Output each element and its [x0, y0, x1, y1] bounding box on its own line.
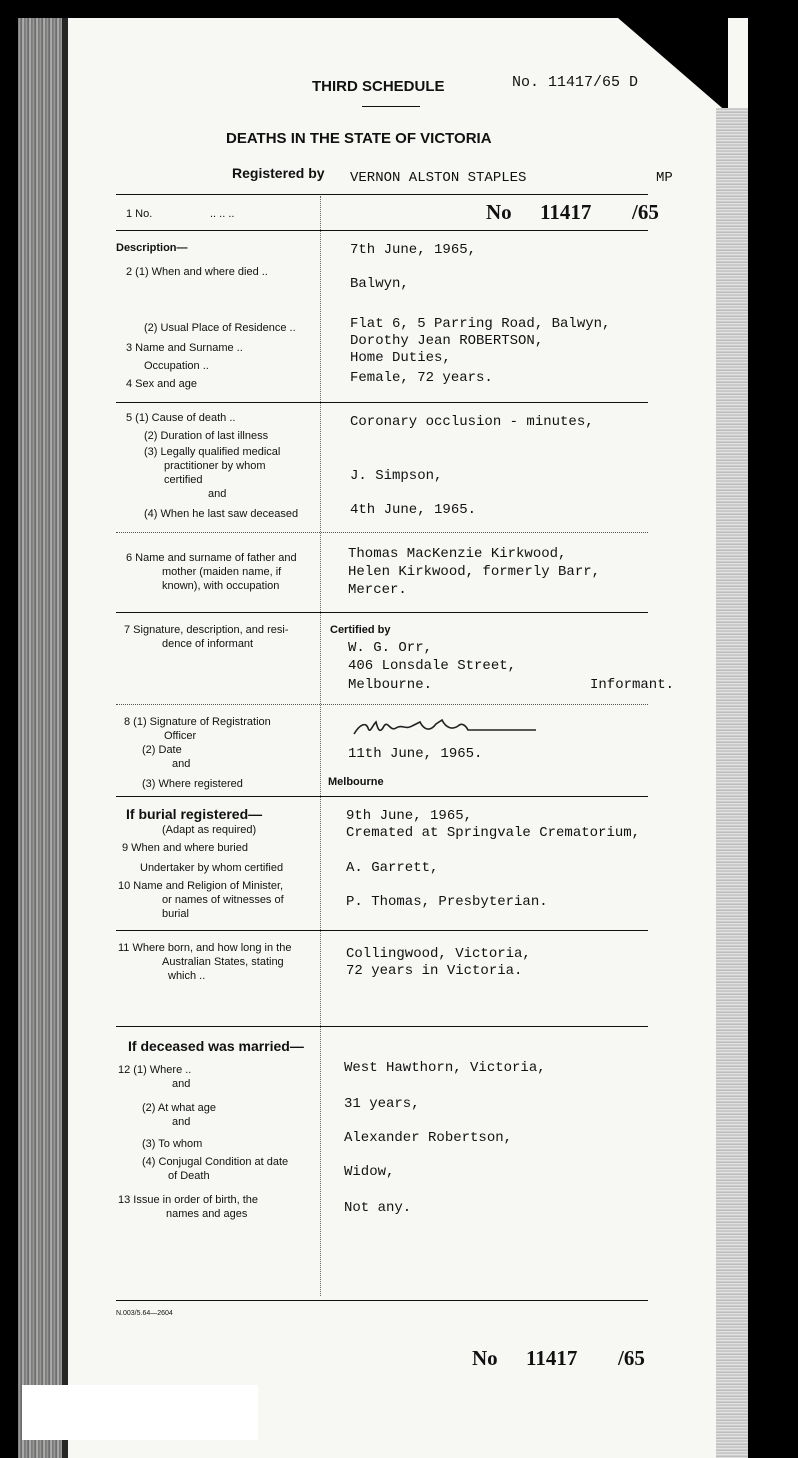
row-rule — [116, 194, 648, 195]
title-rule — [362, 106, 420, 107]
footer-no-year: /65 — [618, 1346, 645, 1370]
label-medical-practitioner: (3) Legally qualified medical — [144, 446, 281, 458]
label-informant: 7 Signature, description, and resi- — [124, 624, 289, 636]
blank-label — [22, 1385, 258, 1440]
value-birthplace: Collingwood, Victoria, — [346, 946, 531, 962]
folded-corner — [618, 18, 728, 113]
row-rule — [116, 796, 648, 797]
value-married-age: 31 years, — [344, 1096, 420, 1112]
entry-no-prefix: No — [486, 200, 512, 224]
row-rule — [116, 532, 648, 533]
label-where-born: 11 Where born, and how long in the — [118, 942, 292, 954]
label-practitioner-cont: practitioner by whom — [164, 460, 266, 472]
value-spouse: Alexander Robertson, — [344, 1130, 513, 1146]
registrar-signature — [350, 716, 540, 742]
label-and: and — [172, 1116, 191, 1128]
row-rule — [116, 1026, 648, 1027]
label-last-saw: (4) When he last saw deceased — [144, 508, 299, 520]
row-rule — [116, 612, 648, 613]
label-and: and — [172, 1078, 191, 1090]
label-officer: Officer — [164, 730, 197, 742]
label-parents-cont: mother (maiden name, if — [162, 566, 282, 578]
entry-no-label: 1 No. — [126, 208, 153, 220]
burial-heading: If burial registered— — [126, 806, 263, 822]
label-of-death: of Death — [168, 1170, 210, 1182]
label-duration-illness: (2) Duration of last illness — [144, 430, 269, 442]
value-died-place: Balwyn, — [350, 276, 409, 292]
label-and: and — [208, 488, 227, 500]
entry-no-dots: .. .. .. — [210, 208, 235, 220]
footer-rule — [116, 1300, 648, 1301]
burial-subheading: (Adapt as required) — [162, 824, 257, 836]
value-undertaker: A. Garrett, — [346, 860, 439, 876]
label-when-where-buried: 9 When and where buried — [122, 842, 248, 854]
schedule-title: THIRD SCHEDULE — [312, 78, 445, 95]
label-occupation: Occupation .. — [144, 360, 209, 372]
entry-no-year: /65 — [632, 200, 659, 224]
registrar-name: VERNON ALSTON STAPLES — [350, 170, 527, 186]
value-informant-address: 406 Lonsdale Street, — [348, 658, 517, 674]
entry-no-value: 11417 — [540, 200, 592, 224]
column-divider — [320, 196, 321, 1296]
value-occupation: Home Duties, — [350, 350, 451, 366]
document-title: DEATHS IN THE STATE OF VICTORIA — [226, 130, 492, 147]
married-heading: If deceased was married— — [128, 1038, 304, 1054]
value-name: Dorothy Jean ROBERTSON, — [350, 333, 544, 349]
value-practitioner: J. Simpson, — [350, 468, 443, 484]
label-usual-residence: (2) Usual Place of Residence .. — [144, 322, 296, 334]
description-heading: Description— — [116, 242, 188, 254]
registrar-suffix: MP — [656, 170, 673, 186]
form-code: N.003/5.64—2604 — [116, 1310, 173, 1317]
value-where-registered: Melbourne — [328, 776, 384, 788]
label-which: which .. — [168, 970, 206, 982]
value-residence: Flat 6, 5 Parring Road, Balwyn, — [350, 316, 611, 332]
value-father: Thomas MacKenzie Kirkwood, — [348, 546, 567, 562]
value-burial-date: 9th June, 1965, — [346, 808, 473, 824]
label-parents: 6 Name and surname of father and — [126, 552, 297, 564]
label-issue: 13 Issue in order of birth, the — [118, 1194, 259, 1206]
value-informant-name: W. G. Orr, — [348, 640, 433, 656]
label-names-ages: names and ages — [166, 1208, 248, 1220]
row-rule — [116, 930, 648, 931]
value-conjugal: Widow, — [344, 1164, 395, 1180]
label-informant-cont: dence of informant — [162, 638, 254, 650]
value-father-occupation: Mercer. — [348, 582, 407, 598]
value-burial-place: Cremated at Springvale Crematorium, — [346, 825, 641, 841]
binding-edge — [18, 18, 62, 1458]
label-parents-occupation: known), with occupation — [162, 580, 280, 592]
label-witnesses: or names of witnesses of — [162, 894, 284, 906]
value-informant-role: Informant. — [590, 677, 675, 693]
value-informant-city: Melbourne. — [348, 677, 433, 693]
label-sex-age: 4 Sex and age — [126, 378, 197, 390]
row-rule — [116, 230, 648, 231]
label-reg-date: (2) Date — [142, 744, 182, 756]
label-registration-signature: 8 (1) Signature of Registration — [124, 716, 271, 728]
label-minister: 10 Name and Religion of Minister, — [118, 880, 284, 892]
label-when-where-died: 2 (1) When and where died .. — [126, 266, 268, 278]
value-cause: Coronary occlusion - minutes, — [350, 414, 594, 430]
registered-by-label: Registered by — [232, 165, 325, 181]
row-rule — [116, 402, 648, 403]
label-married-where: 12 (1) Where .. — [118, 1064, 192, 1076]
value-years-in-victoria: 72 years in Victoria. — [346, 963, 523, 979]
label-and: and — [172, 758, 191, 770]
label-to-whom: (3) To whom — [142, 1138, 203, 1150]
value-last-seen: 4th June, 1965. — [350, 502, 477, 518]
value-sex-age: Female, 72 years. — [350, 370, 493, 386]
label-where-registered: (3) Where registered — [142, 778, 243, 790]
label-undertaker: Undertaker by whom certified — [140, 862, 284, 874]
label-burial: burial — [162, 908, 189, 920]
label-married-age: (2) At what age — [142, 1102, 216, 1114]
certified-by-label: Certified by — [330, 624, 391, 636]
value-married-where: West Hawthorn, Victoria, — [344, 1060, 546, 1076]
value-mother: Helen Kirkwood, formerly Barr, — [348, 564, 601, 580]
label-cause-death: 5 (1) Cause of death .. — [126, 412, 236, 424]
label-conjugal-condition: (4) Conjugal Condition at date — [142, 1156, 289, 1168]
value-issue: Not any. — [344, 1200, 412, 1216]
page-edges — [716, 108, 748, 1458]
label-name-surname: 3 Name and Surname .. — [126, 342, 243, 354]
row-rule — [116, 704, 648, 705]
value-reg-date: 11th June, 1965. — [348, 746, 483, 762]
value-minister: P. Thomas, Presbyterian. — [346, 894, 548, 910]
label-certified: certified — [164, 474, 203, 486]
label-australian-states: Australian States, stating — [162, 956, 284, 968]
reference-number: No. 11417/65 D — [512, 74, 639, 91]
value-died-date: 7th June, 1965, — [350, 242, 477, 258]
footer-no-prefix: No — [472, 1346, 498, 1370]
footer-no-value: 11417 — [526, 1346, 578, 1370]
binding-shadow — [62, 18, 68, 1458]
